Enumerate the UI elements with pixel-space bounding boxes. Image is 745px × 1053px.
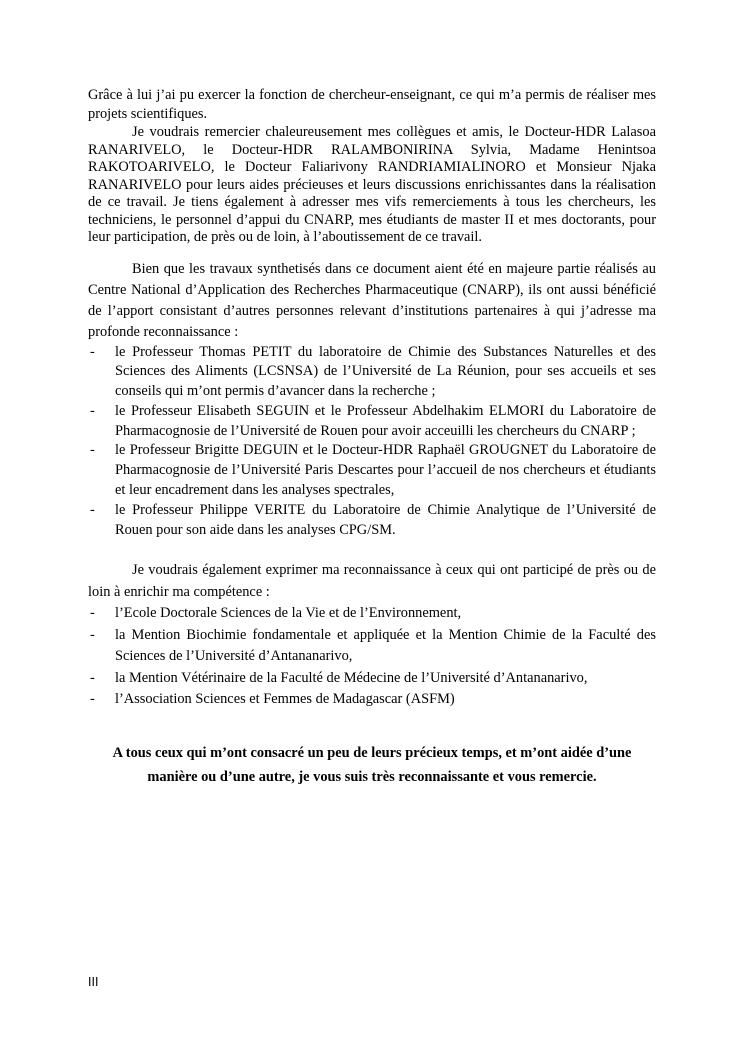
institution-list bbox=[88, 603, 656, 711]
page-number: III bbox=[88, 975, 99, 989]
list-item: - le Professeur Brigitte DEGUIN et le Docteur-HDR Raphaël GROUGNET du Laboratoire de Pharmacognosie de l’Université Paris Descartes pour l’accueil de nos chercheurs et étudiants et leur encadrement dans les analyses spectrales, bbox=[88, 441, 656, 500]
list-item: - l’Association Sciences et Femmes de Madagascar (ASFM) bbox=[88, 689, 656, 711]
list-item: - le Professeur Elisabeth SEGUIN et le Professeur Abdelhakim ELMORI du Laboratoire de Pharmacognosie de l’Université de Rouen pour avoir acceuilli les chercheurs du CNARP ; bbox=[88, 402, 656, 442]
list-item: - le Professeur Philippe VERITE du Laboratoire de Chimie Analytique de l’Université de Rouen pour son aide dans les analyses CPG/SM. bbox=[88, 501, 656, 541]
list-item: - l’Ecole Doctorale Sciences de la Vie et de l’Environnement, bbox=[88, 603, 656, 625]
document-page bbox=[88, 86, 656, 789]
list-item: - la Mention Vétérinaire de la Faculté de Médecine de l’Université d’Antananarivo, bbox=[88, 668, 656, 690]
paragraph-institutions: Bien que les travaux synthetisés dans ce document aient été en majeure partie réalisés au Centre National d’Application des Recherches Pharmaceutique (CNARP), ils ont aussi bénéficié de l’apport consistant d’autres personnes relevant d’institutions partenaires à qui j’adresse ma profonde reconnaissance : bbox=[88, 260, 656, 340]
paragraph-intro: Grâce à lui j’ai pu exercer la fonction de chercheur-enseignant, ce qui m’a permis de réaliser mes projets scientifiques. bbox=[88, 87, 656, 122]
list-item: - le Professeur Thomas PETIT du laboratoire de Chimie des Substances Naturelles et des Sciences des Aliments (LCSNSA) de l’Université de La Réunion, pour ses accueils et ses conseils qui m’ont permis d’avancer dans la recherche ; bbox=[88, 343, 656, 402]
partner-list bbox=[88, 343, 656, 541]
paragraph-colleagues: Je voudrais remercier chaleureusement mes collègues et amis, le Docteur-HDR Lalasoa RANARIVELO, le Docteur-HDR RALAMBONIRINA Sylvia, Madame Henintsoa RAKOTOARIVELO, le Docteur Faliarivony RANDRIAMIALINORO et Monsieur Njaka RANARIVELO pour leurs aides précieuses et leurs discussions enrichissantes dans la réalisation de ce travail. Je tiens également à adresser mes vifs remerciements à tous les chercheurs, les techniciens, le personnel d’appui du CNARP, mes étudiants de master II et mes doctorants, pour leur participation, de près ou de loin, à l’aboutissement de ce travail. bbox=[88, 124, 656, 245]
paragraph-competence: Je voudrais également exprimer ma reconnaissance à ceux qui ont participé de près ou de loin à enrichir ma compétence : bbox=[88, 562, 656, 600]
list-item: - la Mention Biochimie fondamentale et appliquée et la Mention Chimie de la Faculté des Sciences de l’Université d’Antananarivo, bbox=[88, 625, 656, 668]
closing-statement: A tous ceux qui m’ont consacré un peu de leurs précieux temps, et m’ont aidée d’une manière ou d’une autre, je vous suis très reconnaissante et vous remercie. bbox=[112, 744, 632, 785]
